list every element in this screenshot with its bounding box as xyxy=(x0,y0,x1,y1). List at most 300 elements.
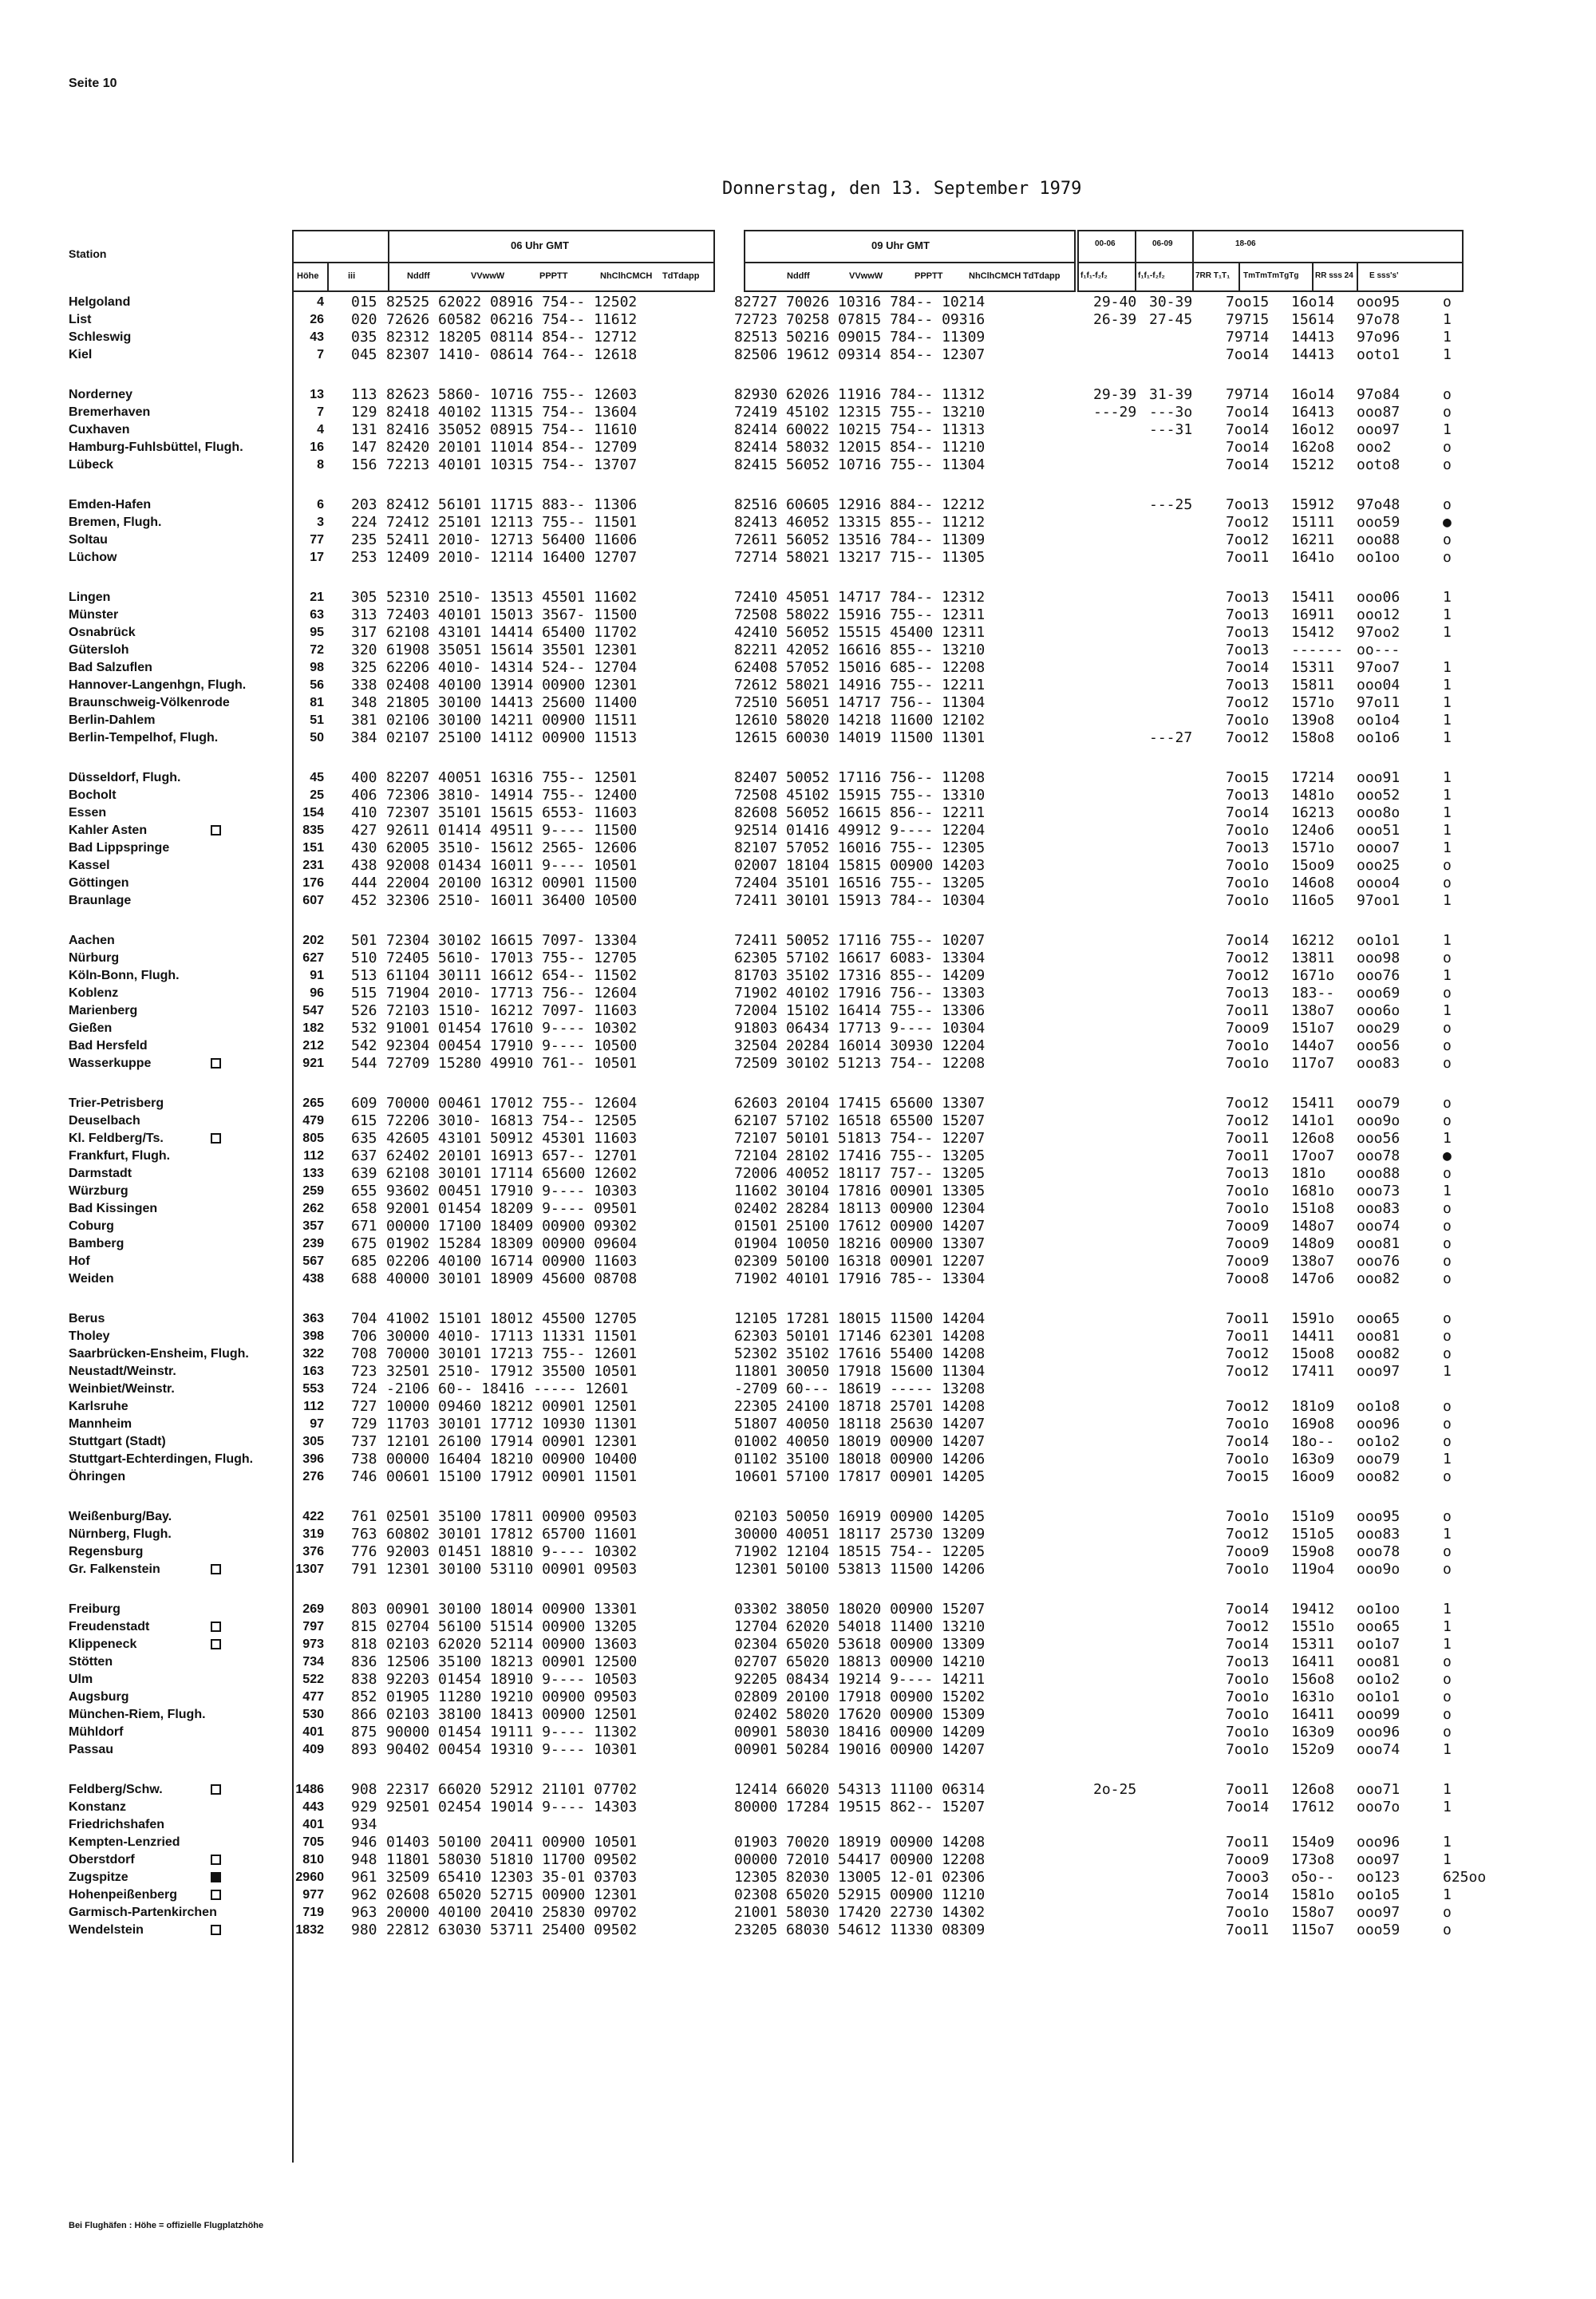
esss-value xyxy=(1443,642,1486,659)
gust-00-06 xyxy=(1093,549,1136,567)
station-height: 17 xyxy=(310,551,324,564)
gust-00-06 xyxy=(1093,1636,1136,1653)
obs-06: 00901 30100 18014 00900 13301 xyxy=(386,1601,638,1618)
trr-value: 7oo12 xyxy=(1226,514,1270,531)
station-height: 322 xyxy=(302,1347,324,1361)
obs-06: 91001 01454 17610 9---- 10302 xyxy=(386,1020,638,1037)
obs-09: 23205 68030 54612 11330 08309 xyxy=(734,1922,986,1938)
esss-value: o xyxy=(1443,1706,1452,1723)
station-index: 313 xyxy=(351,606,377,623)
trr-value: 7oo11 xyxy=(1226,1328,1270,1345)
station-height: 627 xyxy=(302,951,324,965)
esss-value: 1 xyxy=(1443,1601,1452,1618)
gust-00-06 xyxy=(1093,932,1136,950)
station-name: Berlin-Dahlem xyxy=(69,713,156,727)
station-height: 705 xyxy=(302,1835,324,1849)
station-height: 443 xyxy=(302,1800,324,1814)
station-index: 235 xyxy=(351,531,377,548)
gust-00-06 xyxy=(1093,1148,1136,1165)
station-height: 607 xyxy=(302,894,324,907)
trr-value: 7oo1o xyxy=(1226,892,1270,909)
obs-09: 72723 70258 07815 784-- 09316 xyxy=(734,311,986,328)
header-right-col5: RR sss 24 xyxy=(1315,271,1353,280)
header-right-col3: 7RR T₁T₁ xyxy=(1195,271,1231,280)
rr-value: ooo73 xyxy=(1357,1183,1400,1199)
tmax-value: 151o8 xyxy=(1291,1200,1335,1217)
trr-value: 7oo1o xyxy=(1226,1416,1270,1432)
gust-00-06 xyxy=(1093,1130,1136,1148)
gust-00-06 xyxy=(1093,1671,1136,1689)
obs-06: 00601 15100 17912 00901 11501 xyxy=(386,1468,638,1485)
trr-value: 79715 xyxy=(1226,311,1270,328)
trr-value: 7oo12 xyxy=(1226,967,1270,984)
station-height: 202 xyxy=(302,934,324,947)
tmax-value: 158o8 xyxy=(1291,729,1335,746)
trr-value: 7oo1o xyxy=(1226,1561,1270,1578)
trr-value: 7oo14 xyxy=(1226,346,1270,363)
obs-06: 62005 3510- 15612 2565- 12606 xyxy=(386,839,638,856)
esss-value: ● xyxy=(1443,514,1452,531)
trr-value: 7oo13 xyxy=(1226,677,1270,693)
trr-value: 7oo1o xyxy=(1226,875,1270,891)
tmax-value: 14413 xyxy=(1291,329,1335,346)
tmax-value: 152o9 xyxy=(1291,1741,1335,1758)
station-index: 948 xyxy=(351,1851,377,1868)
obs-09: 72404 35101 16516 755-- 13205 xyxy=(734,875,986,891)
gust-00-06 xyxy=(1093,875,1136,892)
gust-06-09 xyxy=(1149,1020,1192,1037)
tmax-value: 16o14 xyxy=(1291,386,1335,403)
trr-value: 7oo14 xyxy=(1226,439,1270,456)
esss-value: o xyxy=(1443,496,1452,513)
trr-value: 7ooo9 xyxy=(1226,1020,1270,1037)
obs-06: 72306 3810- 14914 755-- 12400 xyxy=(386,787,638,804)
station-name: Kassel xyxy=(69,859,110,872)
gust-06-09 xyxy=(1149,1706,1192,1724)
station-index: 452 xyxy=(351,892,377,909)
obs-06: 62402 20101 16913 657-- 12701 xyxy=(386,1148,638,1164)
esss-value: 1 xyxy=(1443,1636,1452,1653)
station-name: Kl. Feldberg/Ts. xyxy=(69,1130,292,1148)
esss-value: 1 xyxy=(1443,787,1452,804)
esss-value: 1 xyxy=(1443,1741,1452,1758)
trr-value: 7oo14 xyxy=(1226,1433,1270,1450)
obs-06: 72405 5610- 17013 755-- 12705 xyxy=(386,950,638,966)
esss-value: o xyxy=(1443,1020,1452,1037)
header-block2-col2: VVwwW xyxy=(849,271,883,281)
gust-00-06 xyxy=(1093,1689,1136,1706)
station-index: 544 xyxy=(351,1055,377,1072)
gust-00-06 xyxy=(1093,1451,1136,1468)
tmax-value: 126o8 xyxy=(1291,1781,1335,1798)
esss-value: o xyxy=(1443,1671,1452,1688)
rr-value: oo123 xyxy=(1357,1869,1400,1886)
station-index: 438 xyxy=(351,857,377,874)
station-index: 815 xyxy=(351,1618,377,1635)
obs-09: 12105 17281 18015 11500 14204 xyxy=(734,1310,986,1327)
station-height: 95 xyxy=(310,626,324,639)
rr-value: oooo4 xyxy=(1357,875,1400,891)
station-name: Saarbrücken-Ensheim, Flugh. xyxy=(69,1347,249,1361)
station-height: 363 xyxy=(302,1312,324,1325)
gust-06-09 xyxy=(1149,1816,1192,1834)
station-height: 7 xyxy=(317,348,324,361)
rr-value: ooo69 xyxy=(1357,985,1400,1001)
esss-value: 1 xyxy=(1443,311,1452,328)
station-index: 776 xyxy=(351,1543,377,1560)
tmax-value: 1631o xyxy=(1291,1689,1335,1705)
esss-value: 1 xyxy=(1443,892,1452,909)
esss-value: 625oo xyxy=(1443,1869,1487,1886)
esss-value: o xyxy=(1443,1112,1452,1129)
gust-00-06 xyxy=(1093,1345,1136,1363)
esss-value: o xyxy=(1443,1055,1452,1072)
tmax-value: 16212 xyxy=(1291,932,1335,949)
header-hoehe: Höhe xyxy=(297,271,319,281)
gust-00-06 xyxy=(1093,1253,1136,1270)
trr-value: 7oo15 xyxy=(1226,769,1270,786)
rr-value: ooo99 xyxy=(1357,1706,1400,1723)
gust-06-09 xyxy=(1149,1055,1192,1072)
gust-00-06: 26-39 xyxy=(1093,311,1137,328)
obs-06: 61104 30111 16612 654-- 11502 xyxy=(386,967,638,984)
rr-value: ooo97 xyxy=(1357,1851,1400,1868)
obs-06: 82307 1410- 08614 764-- 12618 xyxy=(386,346,638,363)
station-index: 929 xyxy=(351,1799,377,1815)
gust-00-06 xyxy=(1093,787,1136,804)
obs-09: 11602 30104 17816 00901 13305 xyxy=(734,1183,986,1199)
obs-09: 01102 35100 18018 00900 14206 xyxy=(734,1451,986,1467)
obs-09: 12414 66020 54313 11100 06314 xyxy=(734,1781,986,1798)
esss-value: o xyxy=(1443,1037,1452,1054)
station-name: Bad Lippspringe xyxy=(69,841,170,855)
gust-06-09: ---27 xyxy=(1149,729,1193,746)
header-right-top1: 00-06 xyxy=(1095,239,1116,248)
tmax-value: 15411 xyxy=(1291,589,1335,606)
obs-09: 01002 40050 18019 00900 14207 xyxy=(734,1433,986,1450)
trr-value: 7oo14 xyxy=(1226,1799,1270,1815)
station-height: 16 xyxy=(310,440,324,454)
station-index: 015 xyxy=(351,294,377,310)
header-block2-title: 09 Uhr GMT xyxy=(871,239,930,251)
station-index: 675 xyxy=(351,1235,377,1252)
obs-06: 62206 4010- 14314 524-- 12704 xyxy=(386,659,638,676)
gust-06-09 xyxy=(1149,1165,1192,1183)
station-name: Berus xyxy=(69,1312,105,1325)
page-number: Seite 10 xyxy=(69,77,117,90)
filled-square-icon xyxy=(211,1872,221,1882)
station-name: Lübeck xyxy=(69,458,114,472)
rr-value: ooo95 xyxy=(1357,294,1400,310)
rr-value: ooo96 xyxy=(1357,1416,1400,1432)
rr-value: ooo76 xyxy=(1357,967,1400,984)
rr-value: ooo65 xyxy=(1357,1310,1400,1327)
gust-00-06 xyxy=(1093,421,1136,439)
trr-value: 7oo12 xyxy=(1226,1112,1270,1129)
tmax-value: 15311 xyxy=(1291,659,1335,676)
obs-09: 82415 56052 10716 755-- 11304 xyxy=(734,456,986,473)
square-icon xyxy=(211,1855,221,1865)
obs-06: 52411 2010- 12713 56400 11606 xyxy=(386,531,638,548)
station-index: 430 xyxy=(351,839,377,856)
trr-value: 7oo11 xyxy=(1226,1002,1270,1019)
obs-06: 93602 00451 17910 9---- 10303 xyxy=(386,1183,638,1199)
esss-value: 1 xyxy=(1443,346,1452,363)
rr-value: ooto8 xyxy=(1357,456,1400,473)
obs-09: 82407 50052 17116 756-- 11208 xyxy=(734,769,986,786)
gust-00-06 xyxy=(1093,346,1136,364)
station-height: 239 xyxy=(302,1237,324,1250)
header-right-top2: 06-09 xyxy=(1152,239,1173,248)
station-name: Weiden xyxy=(69,1272,114,1286)
header-iii: iii xyxy=(348,271,356,281)
station-name: Lingen xyxy=(69,591,111,604)
header-block1-title: 06 Uhr GMT xyxy=(511,239,569,251)
gust-06-09 xyxy=(1149,1183,1192,1200)
obs-06: -2106 60-- 18416 ----- 12601 xyxy=(386,1381,629,1397)
gust-00-06 xyxy=(1093,1904,1136,1922)
esss-value: o xyxy=(1443,950,1452,966)
obs-06: 02608 65020 52715 00900 12301 xyxy=(386,1886,638,1903)
gust-06-09 xyxy=(1149,950,1192,967)
obs-09: 02309 50100 16318 00901 12207 xyxy=(734,1253,986,1270)
station-index: 203 xyxy=(351,496,377,513)
gust-00-06 xyxy=(1093,1055,1136,1072)
trr-value: 7ooo9 xyxy=(1226,1253,1270,1270)
station-name: Marienberg xyxy=(69,1004,138,1017)
station-index: 513 xyxy=(351,967,377,984)
station-index: 410 xyxy=(351,804,377,821)
obs-06: 02704 56100 51514 00900 13205 xyxy=(386,1618,638,1635)
gust-00-06 xyxy=(1093,1653,1136,1671)
station-height: 112 xyxy=(303,1400,324,1413)
obs-09: 82513 50216 09015 784-- 11309 xyxy=(734,329,986,346)
header-block2-col1: Nddff xyxy=(787,271,810,281)
header-block1-col3: PPPTT xyxy=(539,271,568,281)
obs-06: 82418 40102 11315 754-- 13604 xyxy=(386,404,638,421)
obs-09: 22305 24100 18718 25701 14208 xyxy=(734,1398,986,1415)
rr-value: ooo12 xyxy=(1357,606,1400,623)
gust-06-09 xyxy=(1149,932,1192,950)
gust-06-09 xyxy=(1149,1218,1192,1235)
esss-value: 1 xyxy=(1443,1451,1452,1467)
station-height: 734 xyxy=(302,1655,324,1669)
gust-06-09 xyxy=(1149,769,1192,787)
obs-06: 00000 17100 18409 00900 09302 xyxy=(386,1218,638,1234)
esss-value: 1 xyxy=(1443,1799,1452,1815)
esss-value: o xyxy=(1443,1653,1452,1670)
station-index: 980 xyxy=(351,1922,377,1938)
station-name: Öhringen xyxy=(69,1470,126,1483)
station-index: 637 xyxy=(351,1148,377,1164)
station-name: Ulm xyxy=(69,1673,93,1686)
tmax-value: 17411 xyxy=(1291,1363,1335,1380)
station-name: Frankfurt, Flugh. xyxy=(69,1149,171,1163)
trr-value: 7oo12 xyxy=(1226,1095,1270,1112)
header-block1-col1: Nddff xyxy=(407,271,430,281)
tmax-value: 16oo9 xyxy=(1291,1468,1335,1485)
rr-value: ooo88 xyxy=(1357,531,1400,548)
obs-09: 71902 12104 18515 754-- 12205 xyxy=(734,1543,986,1560)
station-height: 1832 xyxy=(295,1923,324,1937)
gust-00-06 xyxy=(1093,1561,1136,1578)
obs-06: 02408 40100 13914 00900 12301 xyxy=(386,677,638,693)
tmax-value: 1681o xyxy=(1291,1183,1335,1199)
obs-09: 62408 57052 15016 685-- 12208 xyxy=(734,659,986,676)
gust-00-06 xyxy=(1093,1112,1136,1130)
tmax-value: 147o6 xyxy=(1291,1270,1335,1287)
tmax-value: 1641o xyxy=(1291,549,1335,566)
obs-06: 02107 25100 14112 00900 11513 xyxy=(386,729,638,746)
gust-06-09 xyxy=(1149,1002,1192,1020)
obs-06: 72103 1510- 16212 7097- 11603 xyxy=(386,1002,638,1019)
tmax-value: 1591o xyxy=(1291,1310,1335,1327)
station-height: 401 xyxy=(302,1818,324,1831)
esss-value: o xyxy=(1443,1468,1452,1485)
station-index: 866 xyxy=(351,1706,377,1723)
gust-06-09 xyxy=(1149,1741,1192,1759)
obs-09: 12301 50100 53813 11500 14206 xyxy=(734,1561,986,1578)
station-index: 400 xyxy=(351,769,377,786)
gust-00-06 xyxy=(1093,694,1136,712)
trr-value: 7oo11 xyxy=(1226,1130,1270,1147)
station-index: 746 xyxy=(351,1468,377,1485)
rr-value: ooo8o xyxy=(1357,804,1400,821)
station-name: Hof xyxy=(69,1254,90,1268)
trr-value: 7oo1o xyxy=(1226,1706,1270,1723)
header-block1-col2: VVwwW xyxy=(471,271,505,281)
obs-06: 62108 30101 17114 65600 12602 xyxy=(386,1165,638,1182)
station-index: 791 xyxy=(351,1561,377,1578)
station-height: 163 xyxy=(302,1365,324,1378)
obs-09: 82414 58032 12015 854-- 11210 xyxy=(734,439,986,456)
obs-06: 32306 2510- 16011 36400 10500 xyxy=(386,892,638,909)
esss-value: o xyxy=(1443,1398,1452,1415)
gust-06-09 xyxy=(1149,549,1192,567)
station-height: 479 xyxy=(302,1114,324,1128)
obs-06: 92001 01454 18209 9---- 09501 xyxy=(386,1200,638,1217)
obs-09: 62603 20104 17415 65600 13307 xyxy=(734,1095,986,1112)
obs-09: 82413 46052 13315 855-- 11212 xyxy=(734,514,986,531)
esss-value: o xyxy=(1443,857,1452,874)
trr-value: 7oo13 xyxy=(1226,589,1270,606)
station-index: 706 xyxy=(351,1328,377,1345)
trr-value xyxy=(1226,1816,1269,1834)
station-height: 231 xyxy=(302,859,324,872)
gust-00-06 xyxy=(1093,1468,1136,1486)
rr-value: ooo78 xyxy=(1357,1148,1400,1164)
obs-06: 72206 3010- 16813 754-- 12505 xyxy=(386,1112,638,1129)
esss-value: o xyxy=(1443,1165,1452,1182)
rr-value: ooo83 xyxy=(1357,1055,1400,1072)
tmax-value: 183-- xyxy=(1291,985,1335,1001)
station-name: Osnabrück xyxy=(69,626,136,639)
gust-00-06 xyxy=(1093,1816,1136,1834)
rr-value: oo1o1 xyxy=(1357,1689,1400,1705)
station-index: 542 xyxy=(351,1037,377,1054)
station-name: Bad Salzuflen xyxy=(69,661,152,674)
station-height: 265 xyxy=(302,1096,324,1110)
station-height: 567 xyxy=(302,1254,324,1268)
station-height: 182 xyxy=(302,1021,324,1035)
esss-value: 1 xyxy=(1443,589,1452,606)
rr-value xyxy=(1357,1816,1400,1834)
trr-value: 7oo1o xyxy=(1226,1508,1270,1525)
gust-06-09 xyxy=(1149,329,1192,346)
station-index: 655 xyxy=(351,1183,377,1199)
esss-value: 1 xyxy=(1443,967,1452,984)
obs-06: 70000 30101 17213 755-- 12601 xyxy=(386,1345,638,1362)
tmax-value: 15811 xyxy=(1291,677,1335,693)
station-name: Oberstdorf xyxy=(69,1851,292,1869)
obs-06 xyxy=(386,1816,637,1834)
station-name: Kiel xyxy=(69,348,93,361)
trr-value: 7oo14 xyxy=(1226,1886,1270,1903)
rr-value: oo1o4 xyxy=(1357,712,1400,729)
square-icon xyxy=(211,1564,221,1574)
gust-06-09: ---3o xyxy=(1149,404,1193,421)
obs-09: 30000 40051 18117 25730 13209 xyxy=(734,1526,986,1543)
station-index: 671 xyxy=(351,1218,377,1234)
station-height: 26 xyxy=(310,313,324,326)
rr-value: ooo78 xyxy=(1357,1543,1400,1560)
rr-value: ooo96 xyxy=(1357,1724,1400,1740)
tmax-value: 181o xyxy=(1291,1165,1326,1182)
station-height: 522 xyxy=(302,1673,324,1686)
iii-column xyxy=(351,294,377,1939)
obs-09: 81703 35102 17316 855-- 14209 xyxy=(734,967,986,984)
station-height: 13 xyxy=(310,388,324,401)
station-name: Cuxhaven xyxy=(69,423,130,436)
esss-value: 1 xyxy=(1443,1002,1452,1019)
rr-value: 97o96 xyxy=(1357,329,1400,346)
station-index: 908 xyxy=(351,1781,377,1798)
station-name: Stötten xyxy=(69,1655,113,1669)
station-name: Klippeneck xyxy=(69,1636,292,1653)
rr-value: ooo6o xyxy=(1357,1002,1400,1019)
trr-value: 7oo1o xyxy=(1226,1200,1270,1217)
station-height: 553 xyxy=(302,1382,324,1396)
gust-06-09 xyxy=(1149,1200,1192,1218)
gust-00-06 xyxy=(1093,439,1136,456)
gust-00-06 xyxy=(1093,857,1136,875)
obs-06: 92008 01434 16011 9---- 10501 xyxy=(386,857,638,874)
trr-value: 7oo12 xyxy=(1226,1363,1270,1380)
obs-06: 22812 63030 53711 25400 09502 xyxy=(386,1922,638,1938)
esss-value: o xyxy=(1443,1433,1452,1450)
station-name: Berlin-Tempelhof, Flugh. xyxy=(69,731,219,745)
station-name: Wasserkuppe xyxy=(69,1055,292,1072)
gust-06-09 xyxy=(1149,1922,1192,1939)
esss-value: 1 xyxy=(1443,1886,1452,1903)
station-index: 317 xyxy=(351,624,377,641)
obs-06: 82416 35052 08915 754-- 11610 xyxy=(386,421,638,438)
obs-09: 00901 50284 19016 00900 14207 xyxy=(734,1741,986,1758)
tmax-value: 1481o xyxy=(1291,787,1335,804)
tmax-value: 15212 xyxy=(1291,456,1335,473)
station-index: 761 xyxy=(351,1508,377,1525)
station-name: Passau xyxy=(69,1743,114,1756)
gust-06-09 xyxy=(1149,1689,1192,1706)
obs-09: 72611 56052 13516 784-- 11309 xyxy=(734,531,986,548)
station-height: 376 xyxy=(302,1545,324,1558)
station-name: München-Riem, Flugh. xyxy=(69,1708,206,1721)
station-index: 348 xyxy=(351,694,377,711)
trr-value: 7oo11 xyxy=(1226,1310,1270,1327)
tmax-value: 116o5 xyxy=(1291,892,1335,909)
esss-value: o xyxy=(1443,1270,1452,1287)
obs-06: 11801 58030 51810 11700 09502 xyxy=(386,1851,638,1868)
